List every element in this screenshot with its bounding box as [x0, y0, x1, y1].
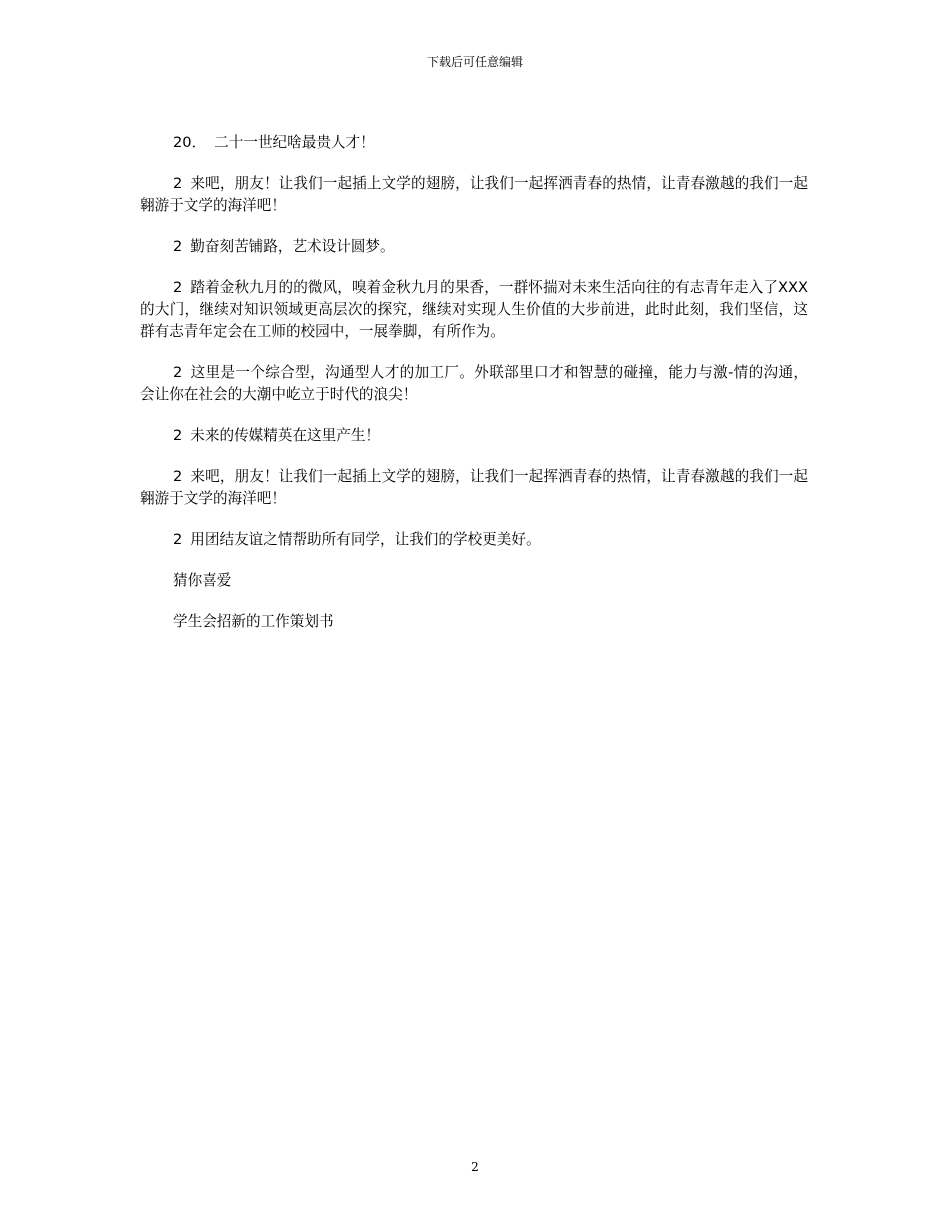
related-heading: 猜你喜爱 [173, 572, 232, 589]
paragraph-text: 这里是一个综合型，沟通型人才的加工厂。外联部里口才和智慧的碰撞，能力与激-情的沟通，会让你在社会的大潮中屹立于时代的浪尖！ [140, 364, 808, 403]
paragraph-text: 二十一世纪啥最贵人才！ [214, 134, 375, 151]
paragraph-text: 来吧，朋友！让我们一起插上文学的翅膀，让我们一起挥洒青春的热情，让青春激越的我们一起翱游于文学的海洋吧！ [140, 175, 808, 214]
page-number: 2 [471, 1160, 479, 1174]
paragraph-slogan [140, 425, 808, 447]
paragraph-number: 2 [173, 238, 183, 255]
paragraph-number: 2 [173, 175, 183, 192]
paragraph-number: 20． [173, 134, 207, 151]
paragraph-slogan [140, 277, 808, 343]
related-article-link[interactable]: 学生会招新的工作策划书 [173, 613, 334, 630]
paragraph-number: 2 [173, 427, 183, 444]
document-body [140, 132, 808, 652]
paragraph-slogan-20 [140, 132, 808, 154]
paragraph-number: 2 [173, 279, 183, 296]
paragraph-slogan [140, 362, 808, 406]
paragraph-number: 2 [173, 531, 183, 548]
paragraph-text: 未来的传媒精英在这里产生！ [190, 427, 381, 444]
paragraph-number: 2 [173, 468, 183, 485]
paragraph-slogan [140, 236, 808, 258]
paragraph-slogan [140, 529, 808, 551]
paragraph-text: 来吧，朋友！让我们一起插上文学的翅膀，让我们一起挥洒青春的热情，让青春激越的我们一起翱游于文学的海洋吧！ [140, 468, 808, 507]
paragraph-text: 用团结友谊之情帮助所有同学，让我们的学校更美好。 [190, 531, 541, 548]
paragraph-slogan [140, 173, 808, 217]
paragraph-slogan [140, 466, 808, 510]
header-note: 下载后可任意编辑 [426, 55, 523, 69]
paragraph-text: 勤奋刻苦铺路，艺术设计圆梦。 [190, 238, 395, 255]
paragraph-number: 2 [173, 364, 183, 381]
paragraph-text: 踏着金秋九月的的微风，嗅着金秋九月的果香，一群怀揣对未来生活向往的有志青年走入了XXX的大门，继续对知识领域更高层次的探究，继续对实现人生价值的大步前进，此时此刻，我们坚信，这群有志青年定会在工师的校园中，一展拳脚，有所作为。 [140, 279, 808, 340]
